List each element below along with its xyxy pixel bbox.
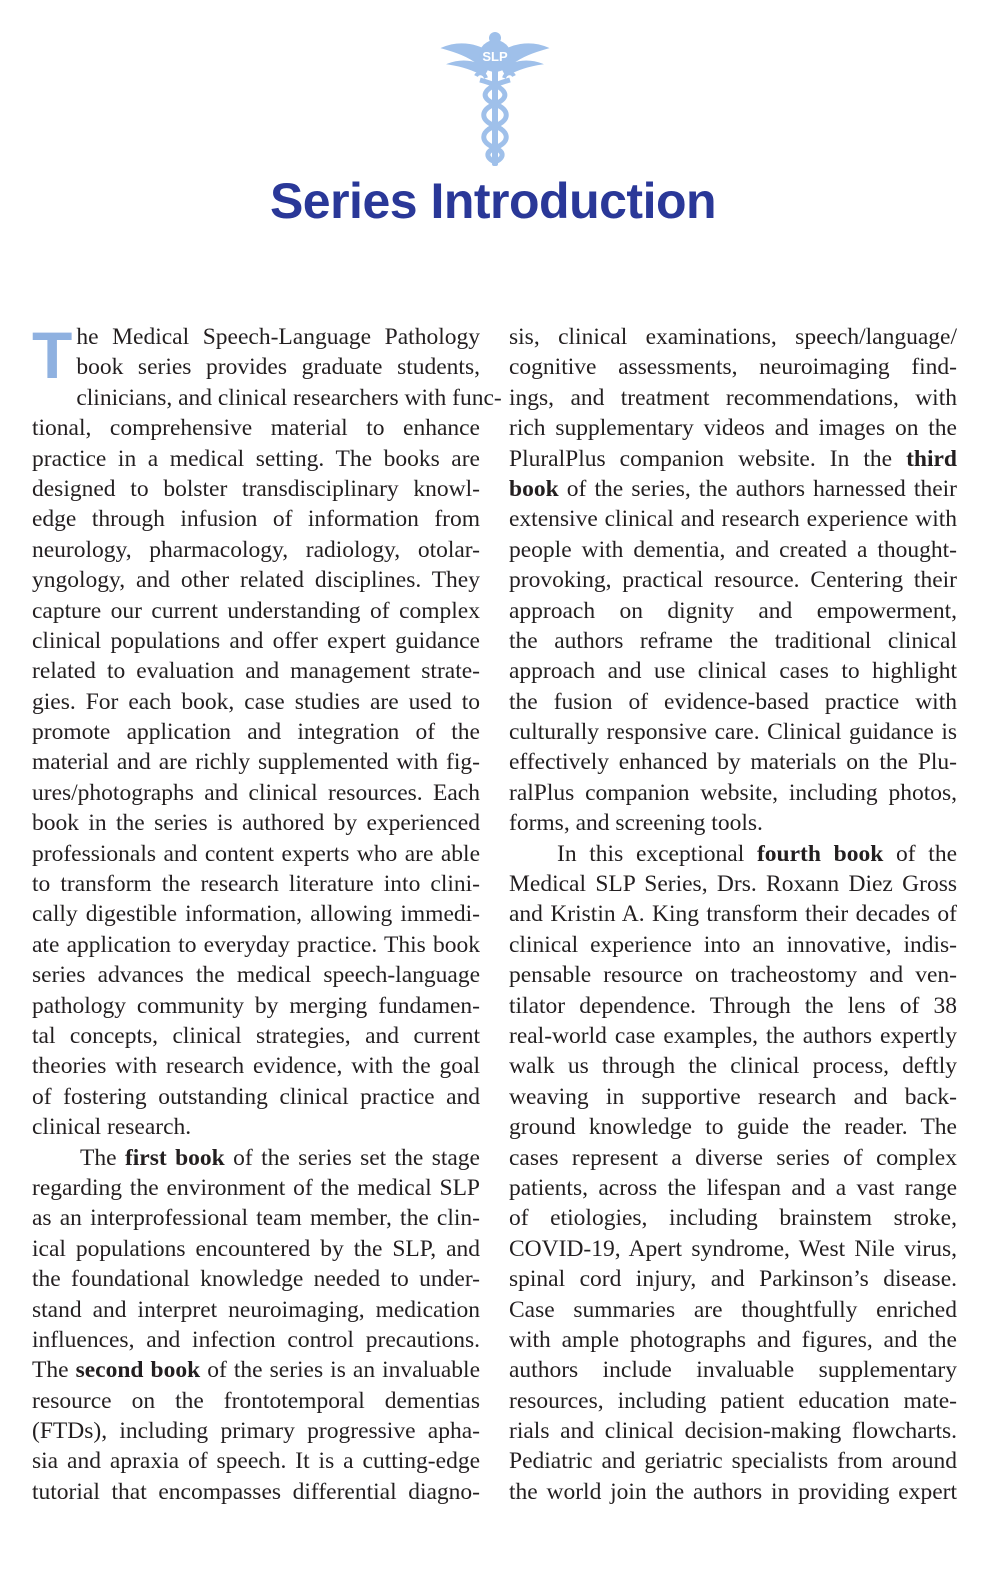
text-line: the fusion of evidence-based practice with [509,688,957,715]
text-line: tal concepts, clinical strategies, and current [32,1022,480,1049]
text-line: resources, including patient education mate- [509,1387,957,1414]
text-run: The [32,1357,76,1384]
text-line: theories with research evidence, with the goal [32,1053,480,1080]
text-line: tutorial that encompasses differential diagno- [32,1478,480,1505]
text-line: ralPlus companion website, including photos, [509,779,957,806]
text-line [509,839,957,869]
text-run: The [80,1144,125,1171]
text-line: promote application and integration of the [32,719,480,746]
drop-cap: T [32,318,73,392]
text-line [32,1143,480,1173]
text-line: clinical research. [32,1114,192,1141]
text-line [509,474,957,504]
text-line: cases represent a diverse series of complex [509,1144,957,1171]
text-line: influences, and infection control precautions. [32,1326,480,1353]
text-line: edge through infusion of information from [32,506,480,533]
text-line: stand and interpret neuroimaging, medication [32,1296,480,1323]
bold-term: second book [75,1357,201,1384]
text-line: approach and use clinical cases to highlight [509,658,957,685]
text-line: tilator dependence. Through the lens of 38 [509,992,957,1019]
bold-term: fourth book [756,840,884,867]
right-column [509,322,957,1507]
text-line: sia and apraxia of speech. It is a cutting-edge [32,1448,480,1475]
text-line: weaving in supportive research and back- [509,1083,957,1110]
text-line: the foundational knowledge needed to under- [32,1266,480,1293]
page-title: Series Introduction [269,173,717,229]
text-run: of the series set the stage [224,1144,480,1171]
text-line: related to evaluation and management strate- [32,658,480,685]
text-line: authors include invaluable supplementary [509,1357,957,1384]
text-line: ings, and treatment recommendations, with [509,384,957,411]
text-line: clinical experience into an innovative, indis- [509,931,957,958]
text-line: provoking, practical resource. Centering their [509,567,957,594]
text-line: to transform the research literature into clini- [32,871,480,898]
text-line: material and are richly supplemented with fig- [32,749,480,776]
bold-term: third [906,445,957,472]
text-line: and Kristin A. King transform their decades of [509,901,957,928]
text-line: Medical SLP Series, Drs. Roxann Diez Gross [509,871,957,898]
text-run: of the series is an invaluable [200,1357,480,1384]
text-line: tional, comprehensive material to enhance [32,415,480,442]
text-line [509,444,957,474]
text-line: pathology community by merging fundamen- [32,992,480,1019]
text-line: ical populations encountered by the SLP, and [32,1235,480,1262]
left-column [32,318,502,1507]
text-line: ate application to everyday practice. This book [32,931,480,958]
text-line [32,1355,480,1385]
text-line: practice in a medical setting. The books are [32,445,480,472]
bold-term: first book [124,1144,225,1171]
text-line: culturally responsive care. Clinical guidance is [509,719,957,746]
text-line: extensive clinical and research experience with [509,506,957,533]
text-line: capture our current understanding of complex [32,597,480,624]
text-line: spinal cord injury, and Parkinson’s disease. [509,1266,957,1293]
text-line: ground knowledge to guide the reader. The [509,1114,957,1141]
text-line: of fostering outstanding clinical practice and [32,1083,480,1110]
text-line: patients, across the lifespan and a vast range [509,1174,957,1201]
text-line: the world join the authors in providing expert [509,1478,957,1505]
text-run: PluralPlus companion website. In the [509,445,907,472]
text-line: clinical populations and offer expert guidance [32,627,480,654]
text-line: Pediatric and geriatric specialists from around [509,1448,957,1475]
text-line: people with dementia, and created a thought- [509,536,957,563]
text-line: professionals and content experts who are able [32,840,480,867]
text-line: series advances the medical speech-language [32,962,480,989]
text-run: of the series, the authors harnessed their [558,475,957,502]
text-line: as an interprofessional team member, the clin- [32,1205,480,1232]
text-line: Case summaries are thoughtfully enriched [509,1296,957,1323]
caduceus-logo-icon [440,26,550,172]
text-line: (FTDs), including primary progressive apha- [32,1418,480,1445]
text-line: designed to bolster transdisciplinary knowl- [32,475,480,502]
text-line: yngology, and other related disciplines. They [32,567,480,594]
text-line: neurology, pharmacology, radiology, otolar- [32,536,480,563]
bold-term: book [509,475,559,502]
text-line: the authors reframe the traditional clinical [509,627,957,654]
text-line: of etiologies, including brainstem stroke, [509,1205,957,1232]
text-line: gies. For each book, case studies are used to [32,688,480,715]
text-line: rich supplementary videos and images on the [509,415,957,442]
text-line: rials and clinical decision-making flowcharts. [509,1418,957,1445]
text-line: forms, and screening tools. [509,810,763,837]
text-line: cognitive assessments, neuroimaging find- [509,354,957,381]
text-line: regarding the environment of the medical SLP [32,1174,480,1201]
text-line: he Medical Speech-Language Pathology [76,324,480,350]
text-run: of the [883,840,957,867]
text-line: cally digestible information, allowing immedi- [32,901,480,928]
text-line: real-world case examples, the authors expertly [509,1022,957,1049]
logo-text: SLP [482,49,508,64]
text-line: with ample photographs and figures, and the [509,1326,957,1353]
text-line: effectively enhanced by materials on the Plu- [509,749,957,776]
text-line: pensable resource on tracheostomy and ven- [509,962,957,989]
text-line: approach on dignity and empowerment, [509,597,957,624]
text-line: walk us through the clinical process, deftly [509,1053,957,1080]
text-line: clinicians, and clinical researchers with func- [76,384,502,411]
text-line: book in the series is authored by experienced [32,810,480,837]
text-line: resource on the frontotemporal dementias [32,1387,480,1414]
text-line: book series provides graduate students, [76,354,480,381]
text-run: In this exceptional [557,840,757,867]
text-line: COVID-19, Apert syndrome, West Nile virus, [509,1235,957,1262]
text-line: ures/photographs and clinical resources. Each [32,779,480,806]
text-line: sis, clinical examinations, speech/language/ [509,324,957,350]
